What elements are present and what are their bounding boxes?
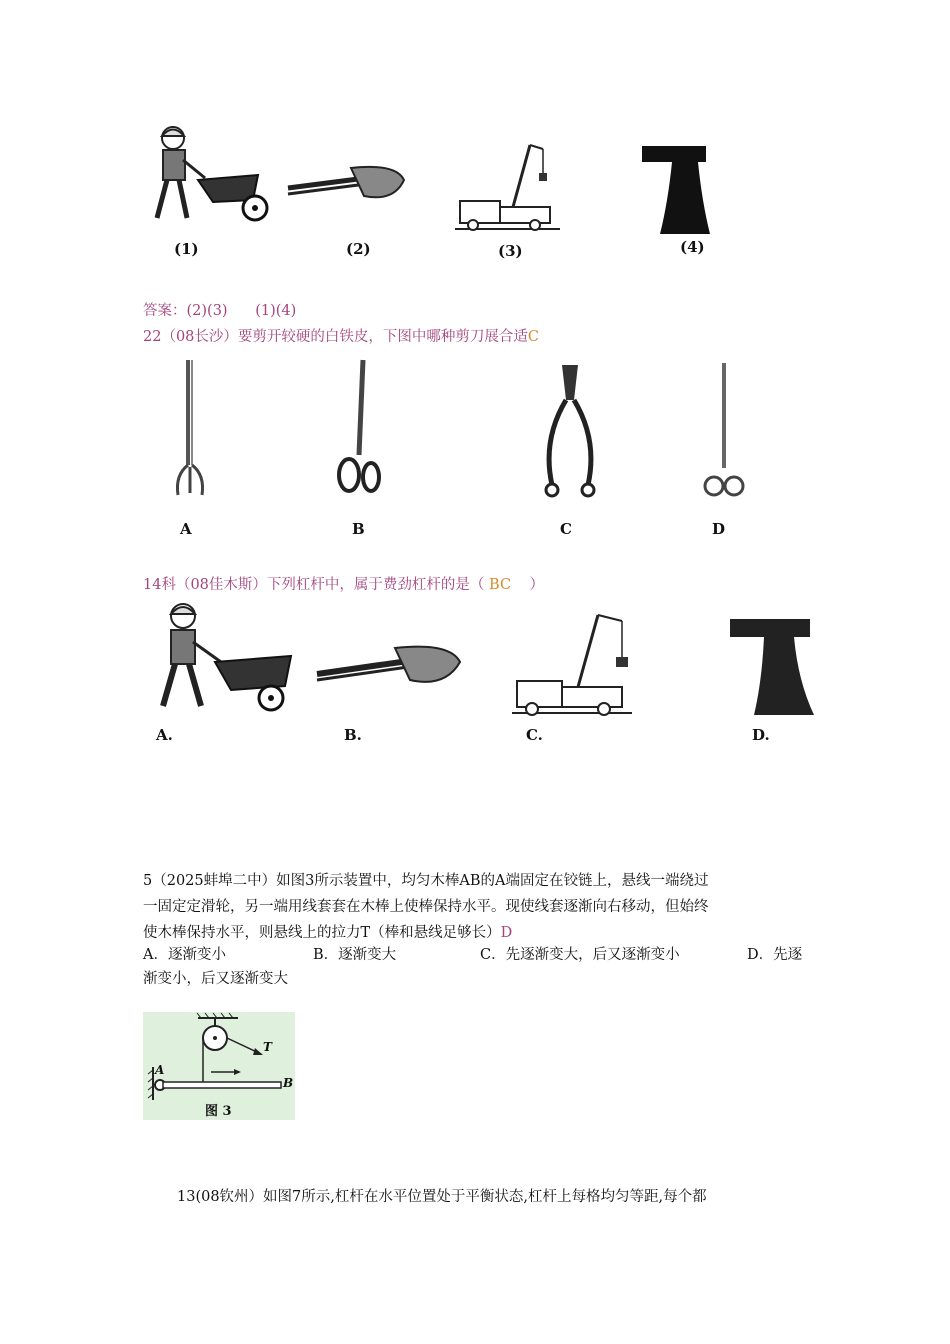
- figure-3: [143, 1012, 295, 1120]
- question-5-line3-text: 使木棒保持水平，则悬线上的拉力T（棒和悬线足够长）: [143, 925, 501, 941]
- question-14-text: 14科（08佳木斯）下列杠杆中，属于费劲杠杆的是（: [143, 577, 490, 593]
- question-5-answer: D: [500, 925, 513, 941]
- lever-label-c: C.: [526, 726, 543, 744]
- figure-3-caption: 图 3: [205, 1104, 232, 1119]
- pliers-figure-2: [286, 158, 411, 208]
- figure-label-2: (2): [346, 240, 371, 258]
- question-22-answer: C: [527, 329, 540, 345]
- question-14-close: ）: [511, 577, 544, 593]
- question-14-answer: BC: [489, 577, 512, 593]
- answer-line: 答案：(2)(3) (1)(4): [143, 303, 297, 319]
- lever-label-d: D.: [752, 726, 770, 744]
- question-22: [143, 324, 539, 350]
- crane-truck-figure-3: [455, 135, 565, 235]
- axe-figure-d: [728, 615, 823, 720]
- wheelbarrow-figure-a: [143, 598, 298, 718]
- scissors-figure-b: [335, 355, 385, 500]
- scissors-figure-c: [540, 360, 600, 500]
- lever-label-a: A.: [156, 726, 173, 744]
- option-a: A．逐渐变小: [143, 947, 226, 963]
- scissors-figure-a: [170, 355, 210, 500]
- wheelbarrow-figure-1: [143, 120, 273, 230]
- scissors-label-a: A: [180, 520, 192, 538]
- question-22-text: 22（08长沙）要剪开较硬的白铁皮，下图中哪种剪刀展合适: [143, 329, 528, 345]
- option-c: C．先逐渐变大，后又逐渐变小: [480, 947, 680, 963]
- figure-3-label-t: T: [263, 1040, 272, 1054]
- question-5-line2: 一固定定滑轮，另一端用线套套在木棒上使棒保持水平。现使线套逐渐向右移动，但始终: [143, 899, 709, 915]
- figure-label-1: (1): [174, 240, 199, 258]
- scissors-label-c: C: [560, 520, 572, 538]
- option-b: B．逐渐变大: [313, 947, 397, 963]
- scissors-label-d: D: [712, 520, 726, 538]
- figure-3-label-b: B: [283, 1076, 294, 1090]
- axe-figure-4: [640, 142, 720, 237]
- question-13: 13(08钦州）如图7所示,杠杆在水平位置处于平衡状态,杠杆上每格均匀等距,每个都: [177, 1189, 707, 1205]
- scissors-label-b: B: [352, 520, 365, 538]
- figure-label-3: (3): [498, 242, 523, 260]
- option-d: D．先逐: [747, 947, 803, 963]
- pliers-figure-b: [315, 638, 465, 693]
- lever-label-b: B.: [344, 726, 362, 744]
- question-5-line1: 5（2025蚌埠二中）如图3所示装置中，均匀木棒AB的A端固定在铰链上，悬线一端绕过: [143, 873, 709, 889]
- figure-label-4: (4): [680, 238, 705, 256]
- figure-3-label-a: A: [155, 1063, 165, 1077]
- crane-truck-figure-c: [512, 605, 637, 720]
- scissors-figure-d: [700, 358, 750, 503]
- option-d-continued: 渐变小，后又逐渐变大: [143, 971, 288, 987]
- question-14: [143, 572, 544, 598]
